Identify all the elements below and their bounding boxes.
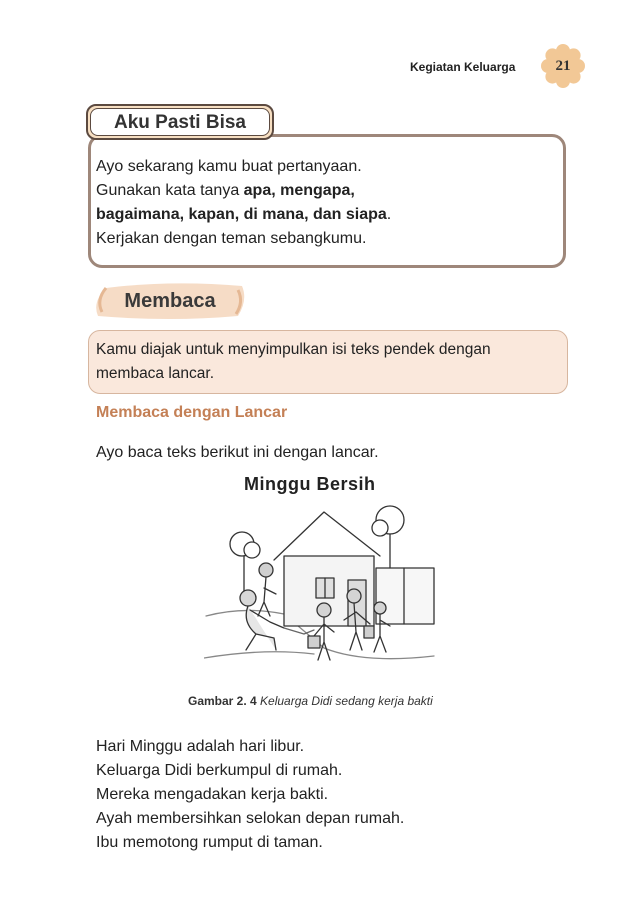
aku-pasti-bisa-text <box>96 155 391 251</box>
story-line-4: Ayah membersihkan selokan depan rumah. <box>96 810 405 827</box>
story-title: Minggu Bersih <box>244 474 376 494</box>
apb-line-2 <box>96 179 391 203</box>
membaca-section-tab <box>92 282 248 320</box>
story-line-5: Ibu memotong rumput di taman. <box>96 834 323 851</box>
figure-caption <box>188 694 433 708</box>
membaca-tab-label: Membaca <box>124 290 216 312</box>
aku-pasti-bisa-label-text: Aku Pasti Bisa <box>90 108 270 136</box>
figure-caption-label: Gambar 2. 4 <box>188 694 257 708</box>
subsection-heading: Membaca dengan Lancar <box>96 404 288 421</box>
figure-caption-text: Keluarga Didi sedang kerja bakti <box>256 694 433 708</box>
apb-line-1: Ayo sekarang kamu buat pertanyaan. <box>96 158 362 175</box>
story-line-2: Keluarga Didi berkumpul di rumah. <box>96 762 343 779</box>
apb-line-2-prefix: Gunakan kata tanya <box>96 182 244 199</box>
story-line-1: Hari Minggu adalah hari libur. <box>96 738 305 755</box>
story-line-3: Mereka mengadakan kerja bakti. <box>96 786 329 803</box>
apb-line-3-bold: bagaimana, kapan, di mana, dan siapa <box>96 206 387 223</box>
apb-line-3-suffix: . <box>386 206 392 223</box>
page-number: 21 <box>555 58 571 74</box>
reading-instruction: Ayo baca teks berikut ini dengan lancar. <box>96 444 379 461</box>
objective-line-2: membaca lancar. <box>96 365 215 382</box>
aku-pasti-bisa-label <box>86 104 274 140</box>
objective-line-1: Kamu diajak untuk menyimpulkan isi teks pendek dengan <box>96 341 491 358</box>
running-header-title: Kegiatan Keluarga <box>410 60 516 74</box>
apb-line-3 <box>96 203 391 227</box>
family-cleaning-illustration <box>204 498 466 670</box>
page-number-badge <box>541 44 585 88</box>
house <box>274 512 380 560</box>
apb-line-4: Kerjakan dengan teman sebangkumu. <box>96 230 367 247</box>
story-text <box>96 735 404 855</box>
apb-line-2-bold: apa, mengapa, <box>243 182 355 199</box>
learning-objective-text <box>96 338 491 386</box>
